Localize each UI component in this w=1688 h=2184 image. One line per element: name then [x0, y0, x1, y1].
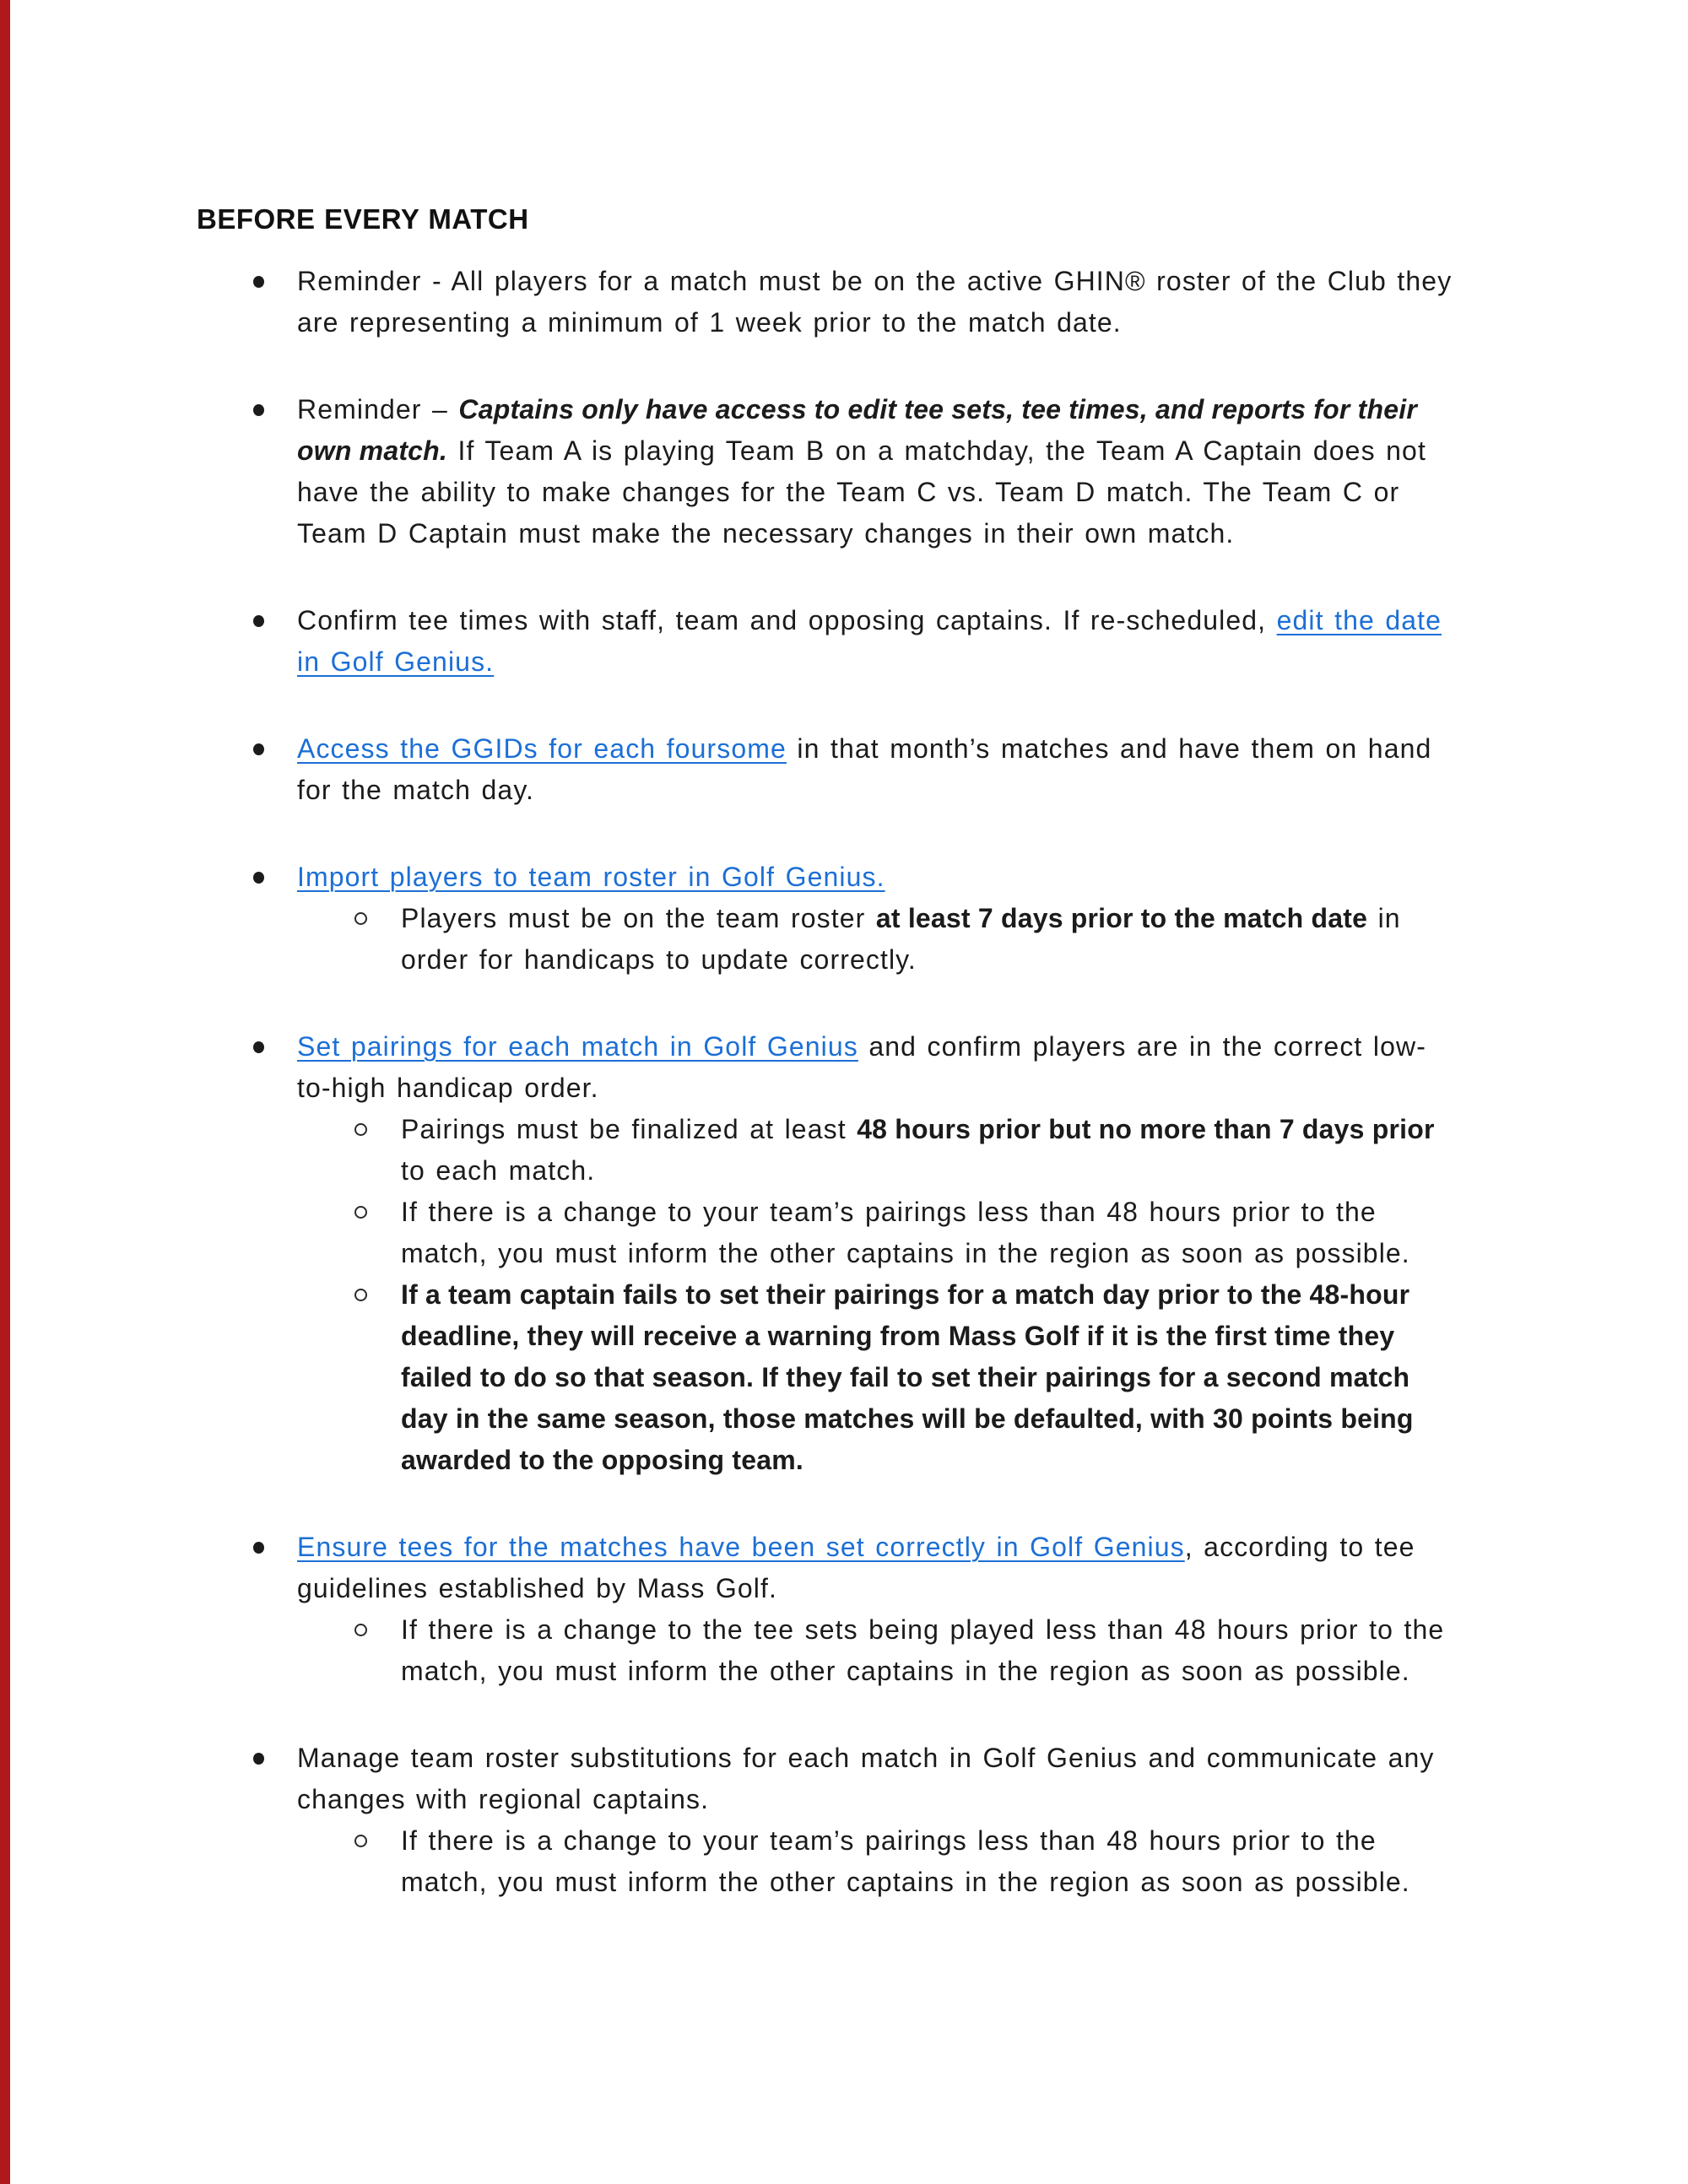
text-run: to each match. [401, 1155, 596, 1186]
text-run: deadline, they will receive a warning from Mass Golf if it is the first time they [401, 1321, 1395, 1351]
text-run: guidelines established by Mass Golf. [297, 1573, 777, 1603]
bullet-item [197, 261, 1598, 343]
text-run: Manage team roster substitutions for each match in Golf Genius and communicate any [297, 1743, 1435, 1773]
text-run: own match. [297, 435, 448, 466]
bullet-item [197, 600, 1598, 683]
text-run: , according to tee [1184, 1532, 1415, 1562]
link-ensure-tees-set-correctly[interactable]: Ensure tees for the matches have been set correctly in Golf Genius [297, 1532, 1185, 1562]
bullet-item [197, 389, 1598, 554]
bullet-disc-icon [253, 1041, 264, 1053]
sub-bullet-item [197, 1820, 1598, 1903]
text-line [401, 1357, 1598, 1398]
bullet-item [197, 1738, 1598, 1820]
document-content [197, 198, 1598, 1903]
section-heading: BEFORE EVERY MATCH [197, 203, 529, 235]
text-line [297, 857, 1598, 898]
text-run: Team D Captain must make the necessary changes in their own match. [297, 518, 1235, 549]
text-run: in that month’s matches and have them on hand [786, 733, 1432, 764]
text-line [297, 302, 1598, 343]
text-line [297, 472, 1598, 513]
bullet-item [197, 1527, 1598, 1609]
text-line [297, 261, 1598, 302]
text-line [401, 1109, 1598, 1150]
text-run: Confirm tee times with staff, team and opposing captains. If re-scheduled, [297, 605, 1277, 635]
text-run: match, you must inform the other captains in the region as soon as possible. [401, 1238, 1410, 1268]
sub-bullet-item [197, 898, 1598, 981]
text-run: If there is a change to your team’s pairings less than 48 hours prior to the [401, 1197, 1377, 1227]
text-run: changes with regional captains. [297, 1784, 710, 1814]
text-line [297, 1026, 1598, 1068]
text-run: Reminder – [297, 394, 459, 424]
text-line [401, 939, 1598, 981]
text-run: and confirm players are in the correct low- [858, 1031, 1426, 1062]
text-line [297, 1568, 1598, 1609]
bullet-item [197, 1026, 1598, 1109]
text-line [297, 1527, 1598, 1568]
bullet-item [197, 728, 1598, 811]
text-run: match, you must inform the other captains in the region as soon as possible. [401, 1867, 1410, 1897]
text-run: failed to do so that season. If they fail to set their pairings for a second match [401, 1362, 1410, 1392]
text-line [401, 1440, 1598, 1481]
text-line [297, 600, 1598, 641]
text-run: If there is a change to the tee sets being played less than 48 hours prior to the [401, 1614, 1445, 1645]
link-edit-the-date-in-golf-genius[interactable]: edit the date [1276, 605, 1442, 635]
text-line [401, 1398, 1598, 1440]
text-line [297, 1068, 1598, 1109]
bullet-disc-icon [253, 615, 264, 627]
bullet-item [197, 857, 1598, 898]
text-run: If Team A is playing Team B on a matchday, the Team A Captain does not [447, 435, 1426, 466]
text-line [401, 1233, 1598, 1274]
bullet-circle-icon [354, 1624, 367, 1636]
text-run: Reminder - All players for a match must be on the active GHIN® roster of the Club they [297, 266, 1453, 296]
bullet-circle-icon [354, 912, 367, 925]
text-run: are representing a minimum of 1 week prior to the match date. [297, 307, 1122, 338]
text-line [297, 430, 1598, 472]
text-run: Players must be on the team roster [401, 903, 876, 933]
link-set-pairings-for-each-match[interactable]: Set pairings for each match in Golf Genius [297, 1031, 858, 1062]
text-line [401, 1316, 1598, 1357]
text-run: Captains only have access to edit tee sets, tee times, and reports for their [458, 394, 1417, 424]
text-line [401, 1150, 1598, 1192]
text-run: to-high handicap order. [297, 1073, 599, 1103]
sub-bullet-item [197, 1109, 1598, 1192]
text-line [401, 1862, 1598, 1903]
text-line [297, 641, 1598, 683]
link-import-players-to-team-roster[interactable]: Import players to team roster in Golf Genius. [297, 862, 885, 892]
text-line [297, 728, 1598, 770]
text-line [401, 1651, 1598, 1692]
bullet-circle-icon [354, 1123, 367, 1136]
sub-bullet-item [197, 1192, 1598, 1274]
bullet-circle-icon [354, 1289, 367, 1301]
text-run: 48 hours prior but no more than 7 days prior [857, 1114, 1435, 1144]
text-line [297, 389, 1598, 430]
sub-bullet-item [197, 1609, 1598, 1692]
text-line [401, 1192, 1598, 1233]
text-line [401, 1274, 1598, 1316]
text-run: in [1367, 903, 1401, 933]
text-line [297, 1779, 1598, 1820]
text-run: order for handicaps to update correctly. [401, 944, 917, 975]
text-run: awarded to the opposing team. [401, 1445, 803, 1475]
text-run: match, you must inform the other captains in the region as soon as possible. [401, 1656, 1410, 1686]
text-run: have the ability to make changes for the Team C vs. Team D match. The Team C or [297, 477, 1400, 507]
text-line [401, 898, 1598, 939]
bullet-circle-icon [354, 1835, 367, 1847]
bullet-circle-icon [354, 1206, 367, 1219]
text-line [401, 1820, 1598, 1862]
text-line [297, 770, 1598, 811]
text-line [297, 1738, 1598, 1779]
left-edge-accent-bar [0, 0, 10, 2184]
link-edit-the-date-in-golf-genius[interactable]: in Golf Genius. [297, 646, 495, 677]
text-line [297, 513, 1598, 554]
text-run: day in the same season, those matches will be defaulted, with 30 points being [401, 1403, 1414, 1434]
bullet-disc-icon [253, 872, 264, 884]
bullet-disc-icon [253, 743, 264, 755]
text-run: If there is a change to your team’s pairings less than 48 hours prior to the [401, 1825, 1377, 1856]
sub-bullet-item [197, 1274, 1598, 1481]
bullet-disc-icon [253, 276, 264, 288]
link-access-ggids-for-each-foursome[interactable]: Access the GGIDs for each foursome [297, 733, 787, 764]
text-run: If a team captain fails to set their pairings for a match day prior to the 48-hour [401, 1279, 1410, 1310]
bullet-disc-icon [253, 404, 264, 416]
bullet-disc-icon [253, 1753, 264, 1765]
text-run: for the match day. [297, 775, 535, 805]
text-run: Pairings must be finalized at least [401, 1114, 858, 1144]
bullet-disc-icon [253, 1542, 264, 1554]
text-run: at least 7 days prior to the match date [875, 903, 1368, 933]
text-line [401, 1609, 1598, 1651]
